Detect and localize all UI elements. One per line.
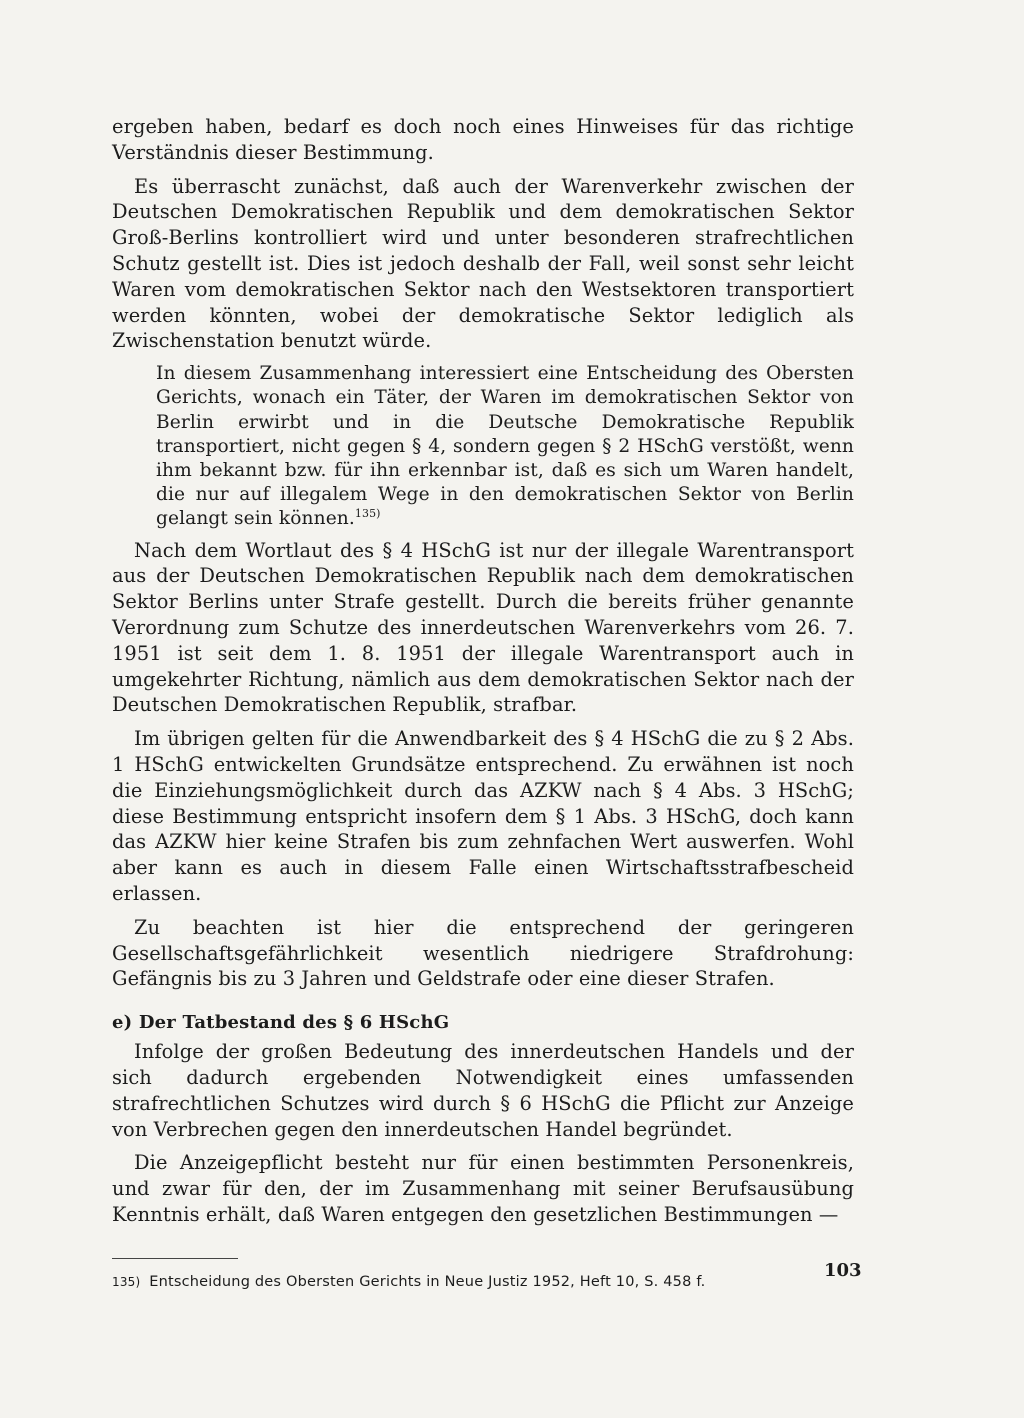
paragraph-anzeigepflicht-intro: Infolge der großen Bedeutung des innerdeutschen Handels und der sich dadurch ergebenden Notwendigkeit eines umfassenden strafrechtlichen Schutzes wird durch § 6 HSchG die Pflicht zur Anzeige von Verbrechen gegen den innerdeutschen Handel begründet. — [112, 1040, 854, 1141]
footnote-divider — [112, 1258, 238, 1259]
footnote — [112, 1273, 854, 1292]
paragraph-personenkreis: Die Anzeigepflicht besteht nur für einen bestimmten Personenkreis, und zwar für den, der im Zusammenhang mit seiner Berufsausübung Kenntnis erhält, daß Waren entgegen den gesetzlichen Bestimmungen — — [112, 1151, 854, 1226]
page-body — [112, 114, 854, 1292]
page-number: 103 — [824, 1260, 862, 1281]
footnote-ref: 135) — [354, 507, 381, 521]
section-heading: e) Der Tatbestand des § 6 HSchG — [112, 1012, 450, 1034]
paragraph-wortlaut: Nach dem Wortlaut des § 4 HSchG ist nur der illegale Warentransport aus der Deutschen Demokratischen Republik nach dem demokratischen Sektor Berlins unter Strafe gestellt. Durch die bereits früher genannte Verordnung zum Schutze des innerdeutschen Warenverkehrs vom 26. 7. 1951 ist seit dem 1. 8. 1951 der illegale Warentransport auch in umgekehrter Richtung, nämlich aus dem demokratischen Sektor nach der Deutschen Demokratischen Republik, strafbar. — [112, 538, 854, 717]
footnote-text: Entscheidung des Obersten Gerichts in Neue Justiz 1952, Heft 10, S. 458 f. — [149, 1273, 706, 1290]
paragraph-strafdrohung: Zu beachten ist hier die entsprechend der geringeren Gesellschaftsgefährlichkeit wesentlich niedrigere Strafdrohung: Gefängnis bis zu 3 Jahren und Geldstrafe oder eine dieser Strafen. — [112, 915, 854, 991]
footnote-number: 135) — [112, 1274, 141, 1289]
quote-text: In diesem Zusammenhang interessiert eine Entscheidung des Obersten Gerichts, wonach ein Täter, der Waren im demokratischen Sektor von Berlin erwirbt und in die Deutsche Demokratische Republik transportiert, nicht gegen § 4, sondern gegen § 2 HSchG verstößt, wenn ihm bekannt bzw. für ihn erkennbar ist, daß es sich um Waren handelt, die nur auf illegalem Wege in den demokratischen Sektor von Berlin gelangt sein können. — [156, 363, 854, 530]
paragraph-quote-decision — [156, 362, 854, 531]
paragraph-warenverkehr: Es überrascht zunächst, daß auch der Warenverkehr zwischen der Deutschen Demokratischen Republik und dem demokratischen Sektor Groß-Berlins kontrolliert wird und unter besonderen strafrechtlichen Schutz gestellt ist. Dies ist jedoch deshalb der Fall, weil sonst sehr leicht Waren vom demokratischen Sektor nach den Westsektoren transportiert werden könnten, wobei der demokratische Sektor lediglich als Zwischenstation benutzt würde. — [112, 174, 854, 353]
paragraph-anwendbarkeit: Im übrigen gelten für die Anwendbarkeit des § 4 HSchG die zu § 2 Abs. 1 HSchG entwickelten Grundsätze entsprechend. Zu erwähnen ist noch die Einziehungsmöglichkeit durch das AZKW nach § 4 Abs. 3 HSchG; diese Bestimmung entspricht insofern dem § 1 Abs. 3 HSchG, doch kann das AZKW hier keine Strafen bis zum zehnfachen Wert auswerfen. Wohl aber kann es auch in diesem Falle einen Wirtschaftsstrafbescheid erlassen. — [112, 727, 854, 905]
paragraph-continuation: ergeben haben, bedarf es doch noch eines Hinweises für das richtige Verständnis dieser Bestimmung. — [112, 115, 854, 164]
